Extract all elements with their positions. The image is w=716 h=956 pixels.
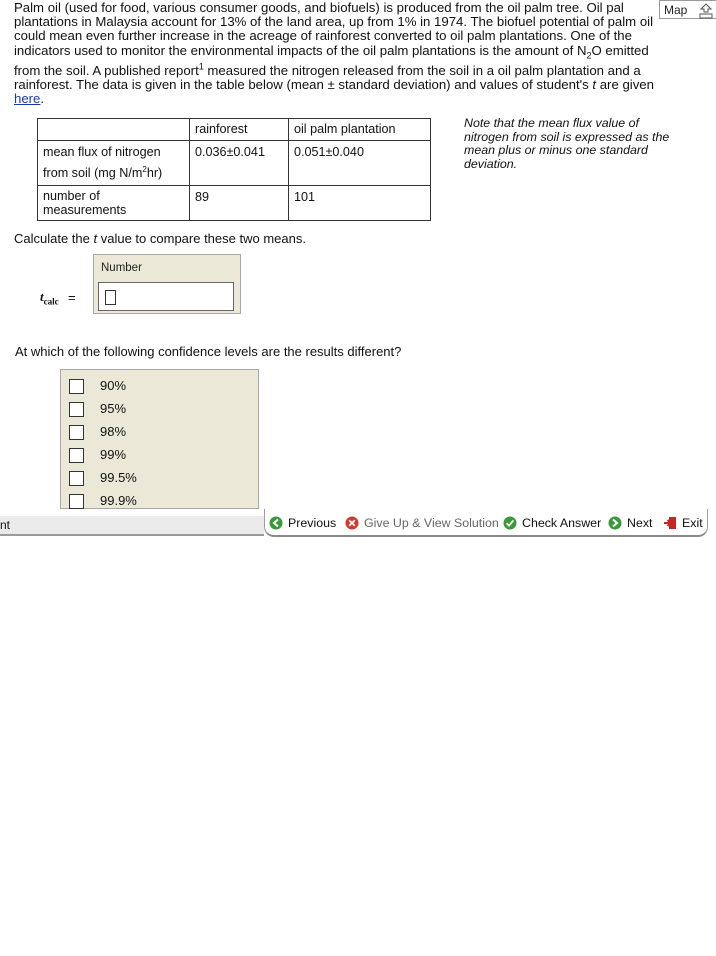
left-tab [0, 516, 264, 536]
next-label: Next [627, 516, 653, 530]
intro-line: from the soil. A published report [14, 62, 199, 78]
subscript: 2 [586, 50, 592, 61]
table-header-cell: rainforest [190, 119, 289, 141]
table-row [38, 141, 431, 186]
intro-line: indicators used to monitor the environmental impacts of the oil palm plantations is the amount of N [14, 42, 587, 58]
checkbox[interactable] [69, 494, 84, 509]
t-calc-input[interactable] [98, 282, 234, 311]
checkbox[interactable] [69, 425, 84, 440]
intro-line: O emitted [591, 42, 649, 58]
previous-arrow-icon [269, 516, 283, 530]
table-cell: 101 [289, 186, 431, 221]
table-header-cell: oil palm plantation [289, 119, 431, 141]
checkbox[interactable] [69, 471, 84, 486]
number-label: Number [101, 262, 142, 274]
give-up-button[interactable] [345, 516, 499, 530]
checkbox[interactable] [69, 402, 84, 417]
row-label: from soil (mg N/m [43, 166, 143, 181]
option-label: 98% [100, 424, 127, 439]
intro-line: Palm oil (used for food, various consumer goods, and biofuels) is produced from the oil palm tree. Oil pal [14, 0, 624, 15]
number-answer-box [93, 254, 241, 314]
checkbox[interactable] [69, 379, 84, 394]
period: . [40, 91, 45, 107]
give-up-label: Give Up & View Solution [364, 516, 499, 530]
table-header-cell [38, 119, 190, 141]
note-text: Note that the mean flux value of nitrogen from soil is expressed as the mean plus or minus one standard deviation. [464, 116, 670, 171]
t-symbol: t [592, 77, 597, 93]
map-icon [698, 3, 714, 19]
t-symbol: t [93, 231, 98, 246]
table-cell [38, 186, 190, 221]
row-label: measurements [43, 203, 127, 218]
intro-line: are given [596, 77, 654, 93]
intro-line: rainforest. The data is given in the table below (mean ± standard deviation) and values of student's [14, 77, 593, 93]
option-label: 99% [100, 447, 127, 462]
intro-line: measured the nitrogen released from the soil in a oil palm plantation and a [203, 62, 641, 78]
option-label: 99.9% [100, 493, 137, 508]
footer-toolbar [0, 509, 716, 536]
checkbox[interactable] [69, 448, 84, 463]
action-bar [264, 509, 708, 537]
t-calc-label [40, 289, 59, 307]
exit-label: Exit [682, 516, 703, 530]
give-up-icon [345, 516, 359, 530]
question-text: value to compare these two means. [97, 231, 306, 246]
map-button[interactable] [659, 0, 716, 19]
row-label: mean flux of nitrogen [43, 145, 161, 159]
data-table [37, 118, 431, 221]
option-label: 99.5% [100, 470, 137, 485]
table-row [38, 186, 431, 221]
here-link[interactable]: here [14, 91, 41, 107]
exit-icon [663, 516, 677, 530]
left-tab-text: nt [0, 518, 11, 532]
intro-line: plantations in Malaysia account for 13% of the land area, up from 1% in 1974. The biofuel potential of palm oil [14, 14, 654, 30]
map-button-label: Map [664, 3, 688, 17]
check-icon [503, 516, 517, 530]
next-arrow-icon [608, 516, 622, 530]
exit-button[interactable] [663, 516, 703, 530]
footnote-ref: 1 [198, 61, 204, 72]
next-button[interactable] [608, 516, 652, 530]
equals-sign: = [68, 290, 76, 305]
table-cell: 0.036±0.041 [190, 141, 289, 186]
option-label: 90% [100, 378, 127, 393]
previous-button[interactable] [269, 516, 336, 530]
superscript: 2 [142, 165, 147, 174]
t-symbol: t [40, 289, 44, 304]
row-label: hr) [146, 166, 163, 181]
table-cell: 89 [190, 186, 289, 221]
table-cell [38, 141, 190, 186]
check-answer-label: Check Answer [522, 516, 602, 530]
question-1 [14, 231, 306, 246]
question-text: Calculate the [14, 231, 94, 246]
intro-line: could mean even further increase in the acreage of rainforest converted to oil palm plantations. One of the [14, 28, 632, 44]
table-header-row [38, 119, 431, 141]
question-2: At which of the following confidence levels are the results different? [15, 344, 402, 359]
option-label: 95% [100, 401, 127, 416]
table-cell: 0.051±0.040 [289, 141, 431, 186]
check-answer-button[interactable] [503, 516, 601, 530]
row-label: number of [43, 189, 100, 204]
input-caret [105, 290, 116, 305]
intro-paragraph [14, 1, 694, 106]
previous-label: Previous [288, 516, 337, 530]
calc-subscript: calc [43, 296, 59, 307]
confidence-options [60, 369, 259, 509]
